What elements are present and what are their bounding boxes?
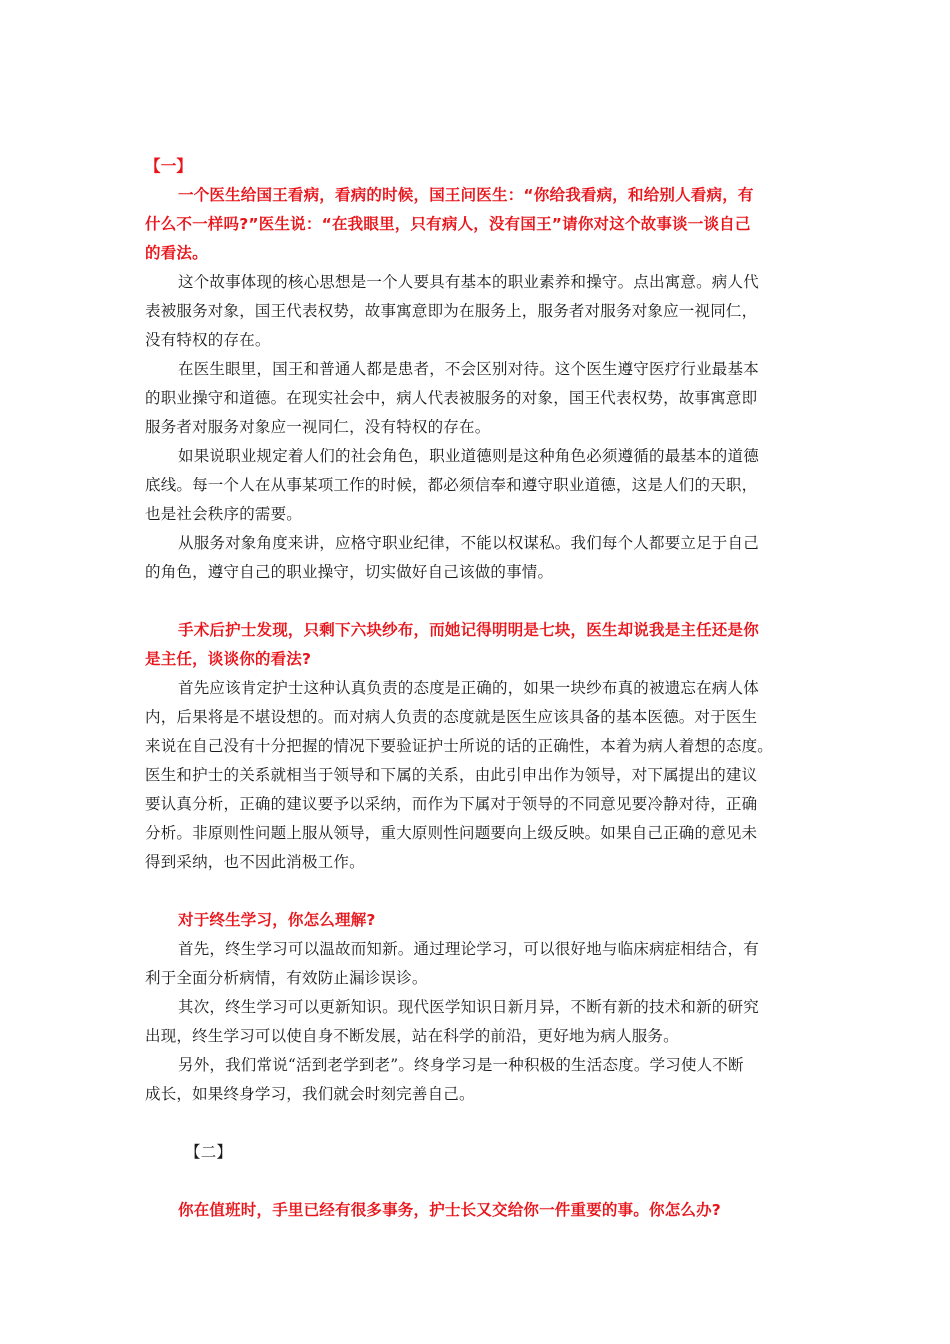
answer-line: 底线。每一个人在从事某项工作的时候，都必须信奉和遵守职业道德，这是人们的天职， <box>145 476 758 494</box>
answer-line: 如果说职业规定着人们的社会角色，职业道德则是这种角色必须遵循的最基本的道德 <box>178 447 759 465</box>
answer-line: 要认真分析，正确的建议要予以采纳，而作为下属对于领导的不同意见要冷静对待，正确 <box>145 795 758 813</box>
question-1 <box>145 181 809 268</box>
answer-line: 的角色，遵守自己的职业操守，切实做好自己该做的事情。 <box>145 563 554 581</box>
answer-line: 的职业操守和道德。在现实社会中，病人代表被服务的对象，国王代表权势，故事寓意即 <box>145 389 758 407</box>
answer-1-paragraph-2 <box>145 355 809 442</box>
answer-line: 其次，终生学习可以更新知识。现代医学知识日新月异，不断有新的技术和新的研究 <box>178 998 759 1016</box>
answer-line: 内，后果将是不堪设想的。而对病人负责的态度就是医生应该具备的基本医德。对于医生 <box>145 708 758 726</box>
answer-line: 没有特权的存在。 <box>145 331 271 349</box>
answer-line: 分析。非原则性问题上服从领导，重大原则性问题要向上级反映。如果自己正确的意见未 <box>145 824 758 842</box>
question-3 <box>145 906 809 935</box>
spacer <box>145 877 809 906</box>
document-page <box>145 152 809 1225</box>
question-line: 是主任，谈谈你的看法? <box>145 650 312 668</box>
answer-line: 来说在自己没有十分把握的情况下要验证护士所说的话的正确性，本着为病人着想的态度。 <box>145 737 774 755</box>
answer-line: 也是社会秩序的需要。 <box>145 505 303 523</box>
section-1-header: 【一】 <box>145 157 193 175</box>
answer-line: 首先应该肯定护士这种认真负责的态度是正确的，如果一块纱布真的被遗忘在病人体 <box>178 679 759 697</box>
spacer <box>145 1109 809 1138</box>
answer-1-paragraph-1 <box>145 268 809 355</box>
answer-line: 另外，我们常说“活到老学到老”。终身学习是一种积极的生活态度。学习使人不断 <box>178 1056 744 1074</box>
answer-line: 这个故事体现的核心思想是一个人要具有基本的职业素养和操守。点出寓意。病人代 <box>178 273 759 291</box>
question-line: 什么不一样吗?”医生说：“在我眼里，只有病人，没有国王”请你对这个故事谈一谈自己 <box>145 215 751 233</box>
answer-line: 服务者对服务对象应一视同仁，没有特权的存在。 <box>145 418 491 436</box>
question-line: 一个医生给国王看病，看病的时候，国王问医生：“你给我看病，和给别人看病，有 <box>178 186 754 204</box>
answer-line: 在医生眼里，国王和普通人都是患者，不会区别对待。这个医生遵守医疗行业最基本 <box>178 360 759 378</box>
question-2 <box>145 616 809 674</box>
section-2-header: 【二】 <box>185 1143 233 1161</box>
answer-line: 表被服务对象，国王代表权势，故事寓意即为在服务上，服务者对服务对象应一视同仁， <box>145 302 758 320</box>
answer-line: 医生和护士的关系就相当于领导和下属的关系，由此引申出作为领导，对下属提出的建议 <box>145 766 758 784</box>
spacer <box>145 587 809 616</box>
answer-3-paragraph-1 <box>145 935 809 993</box>
answer-3-paragraph-3 <box>145 1051 809 1109</box>
answer-1-paragraph-3 <box>145 442 809 529</box>
question-line: 的看法。 <box>145 244 208 262</box>
answer-line: 利于全面分析病情，有效防止漏诊误诊。 <box>145 969 428 987</box>
answer-2-paragraph-1 <box>145 674 809 877</box>
answer-3-paragraph-2 <box>145 993 809 1051</box>
spacer <box>145 1167 809 1196</box>
answer-line: 出现，终生学习可以使自身不断发展，站在科学的前沿，更好地为病人服务。 <box>145 1027 679 1045</box>
question-line: 手术后护士发现，只剩下六块纱布，而她记得明明是七块，医生却说我是主任还是你 <box>178 621 759 639</box>
answer-line: 首先，终生学习可以温故而知新。通过理论学习，可以很好地与临床病症相结合，有 <box>178 940 759 958</box>
question-line: 对于终生学习，你怎么理解? <box>178 911 376 929</box>
answer-1-paragraph-4 <box>145 529 809 587</box>
answer-line: 从服务对象角度来讲，应格守职业纪律，不能以权谋私。我们每个人都要立足于自己 <box>178 534 759 552</box>
answer-line: 成长，如果终身学习，我们就会时刻完善自己。 <box>145 1085 475 1103</box>
question-line: 你在值班时，手里已经有很多事务，护士长又交给你一件重要的事。你怎么办? <box>178 1201 721 1219</box>
answer-line: 得到采纳，也不因此消极工作。 <box>145 853 365 871</box>
question-4 <box>145 1196 809 1225</box>
